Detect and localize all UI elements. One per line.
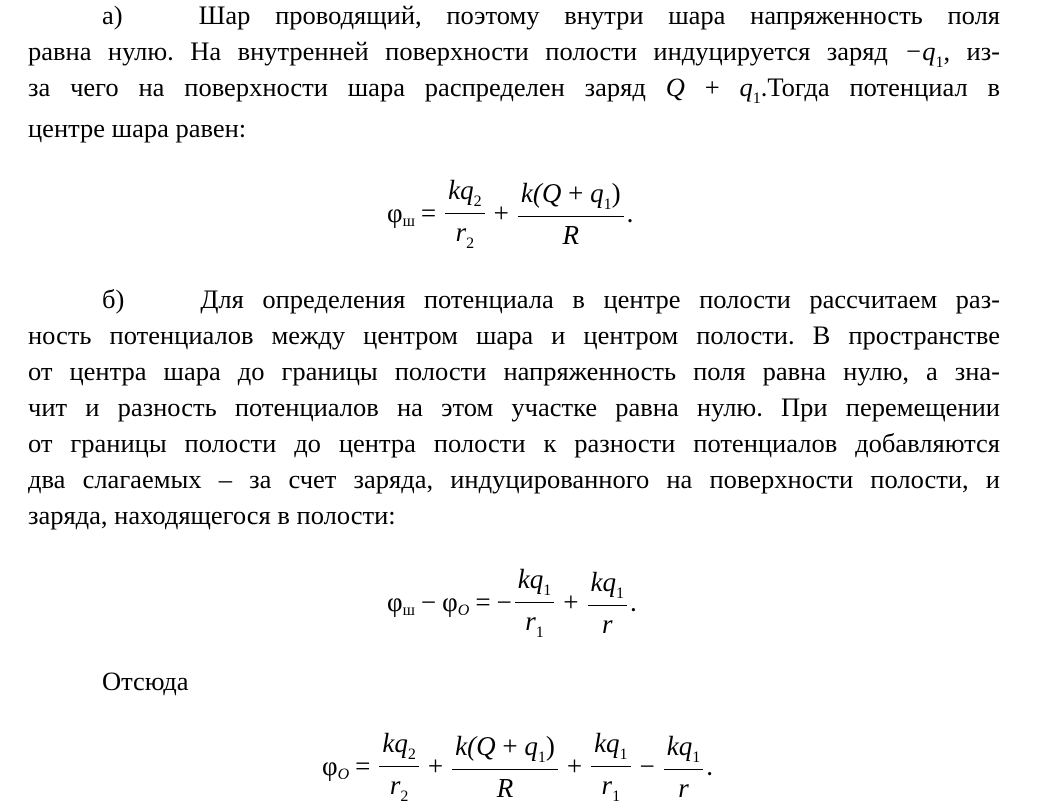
fraction-kq1-r1: $\frac{kq_1}{r_1}$ — [515, 563, 554, 642]
inline-Q-plus-q1: $Q + q_1$ — [665, 72, 761, 107]
para-a-line-2: равна нулю. На внутренней поверхности полости индуцируется заряд $-q_1$, из- — [28, 36, 1000, 71]
para-b-line-5: от границы полости до центра полости к разности потенциалов добавляются — [28, 428, 1000, 458]
para-a-line-1: а) Шар проводящий, поэтому внутри шара напряженность поля — [102, 0, 1000, 30]
para-b-line-7: заряда, находящегося в полости: — [28, 500, 396, 530]
para-b-line-4: чит и разность потенциалов на этом участке равна нулю. При перемещении — [28, 392, 1000, 422]
otsyuda-text: Отсюда — [102, 666, 189, 696]
para-a-line-4: центре шара равен: — [28, 113, 247, 143]
para-b-line-3: от центра шара до границы полости напряженность поля равна нулю, а зна- — [28, 356, 1000, 386]
fraction-kQq1-R-final: $\frac{k(Q + q_1)}{R}$ — [452, 730, 558, 804]
para-b-line-6: два слагаемых – за счет заряда, индуцированного на поверхности полости, и — [28, 464, 1000, 494]
fraction-kq1-r1-final: $\frac{kq_1}{r_1}$ — [591, 727, 630, 806]
formula-phi-o: φ O = $\frac{kq_2}{r_2}$ + $\frac{k(Q + q_1)}{R}$ + $\frac{kq_1}{r_1}$ − $\frac{kq_1}{r}$ . — [322, 728, 714, 805]
para-a-line-3: за чего на поверхности шара распределен заряд $Q + q_1.Тогда$ потенциал в — [28, 72, 1001, 107]
fraction-kq1-r: $\frac{kq_1}{r}$ — [588, 566, 627, 640]
para-b-marker: б) — [102, 284, 125, 314]
fraction-kq2-r2: $\frac{kq_2}{r_2}$ — [445, 174, 484, 253]
formula-phi-sh: φ ш = $\frac{kq_2}{r_2}$ + $\frac{k(Q + q_1)}{R}$ . — [387, 175, 634, 252]
fraction-kQq1-R: $\frac{k(Q + q_1)}{R}$ — [518, 177, 624, 251]
inline-neg-q1: $-q_1$ — [904, 36, 944, 71]
formula-phi-difference: φ ш − φ O = − $\frac{kq_1}{r_1}$ + $\frac{kq_1}{r}$ . — [387, 564, 637, 641]
para-b-line-2: ность потенциалов между центром шара и центром полости. В пространстве — [28, 320, 1000, 350]
para-b-line-1: б) Для определения потенциала в центре полости рассчитаем раз- — [102, 284, 1000, 314]
para-a-marker: а) — [102, 0, 123, 30]
fraction-kq1-r-final: $\frac{kq_1}{r}$ — [664, 730, 703, 804]
fraction-kq2-r2-final: $\frac{kq_2}{r_2}$ — [379, 727, 418, 806]
